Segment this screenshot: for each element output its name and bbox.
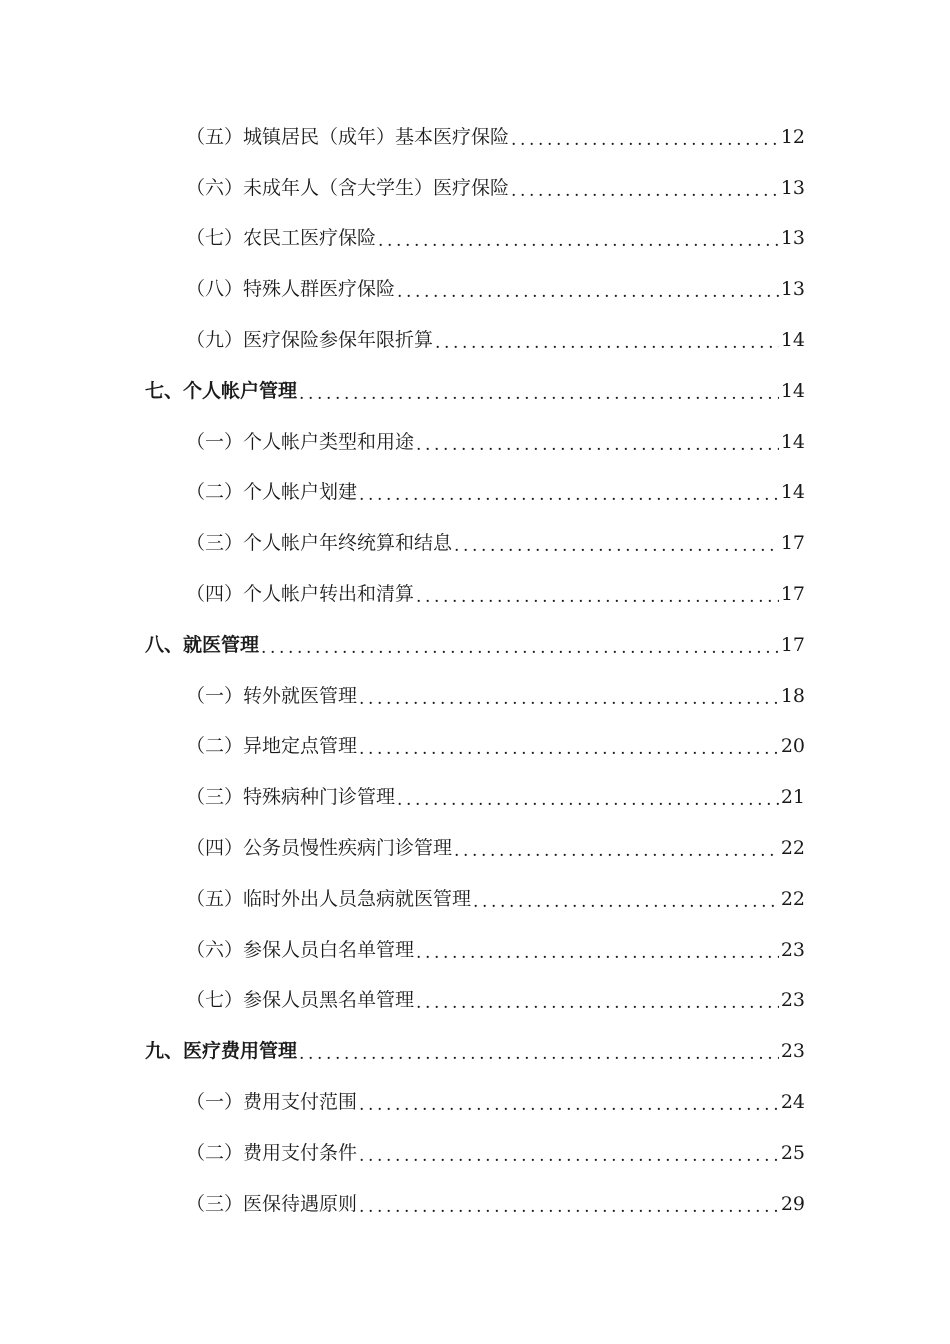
toc-page-number: 12: [780, 125, 805, 148]
toc-page-number: 14: [780, 430, 805, 453]
toc-entry-title: （五）临时外出人员急病就医管理: [186, 887, 472, 910]
toc-entry[interactable]: [0, 518, 950, 569]
toc-page-number: 18: [780, 684, 805, 707]
toc-dot-leader: [359, 1193, 779, 1216]
toc-dot-leader: [473, 888, 779, 911]
toc-entry[interactable]: [0, 874, 950, 925]
toc-entry-title: （四）个人帐户转出和清算: [186, 583, 415, 606]
table-of-contents: [0, 112, 950, 1230]
toc-entry-title: （八）特殊人群医疗保险: [186, 278, 396, 301]
toc-entry[interactable]: [0, 823, 950, 874]
toc-entry-title: 八、就医管理: [145, 633, 260, 656]
toc-entry-title: （一）个人帐户类型和用途: [186, 430, 415, 453]
toc-dot-leader: [299, 1040, 779, 1063]
toc-dot-leader: [359, 481, 779, 504]
toc-entry-title: （三）医保待遇原则: [186, 1192, 358, 1215]
toc-entry-title: 九、医疗费用管理: [145, 1040, 298, 1063]
toc-page-number: 25: [780, 1141, 805, 1164]
toc-page-number: 14: [780, 379, 805, 402]
toc-entry-title: （三）个人帐户年终统算和结息: [186, 532, 453, 555]
toc-entry[interactable]: [0, 214, 950, 265]
toc-entry[interactable]: [0, 1179, 950, 1230]
toc-dot-leader: [397, 278, 779, 301]
toc-page-number: 17: [780, 633, 805, 656]
toc-entry-title: （七）参保人员黑名单管理: [186, 989, 415, 1012]
toc-entry[interactable]: [0, 264, 950, 315]
toc-entry-title: （九）医疗保险参保年限折算: [186, 329, 434, 352]
toc-chapter-entry[interactable]: [0, 620, 950, 671]
toc-entry-title: （一）费用支付范围: [186, 1091, 358, 1114]
toc-entry[interactable]: [0, 976, 950, 1027]
toc-dot-leader: [261, 634, 779, 657]
toc-entry-title: 七、个人帐户管理: [145, 379, 298, 402]
toc-entry[interactable]: [0, 163, 950, 214]
toc-page-number: 22: [780, 837, 805, 860]
toc-entry[interactable]: [0, 417, 950, 468]
toc-entry[interactable]: [0, 1077, 950, 1128]
toc-page-number: 13: [780, 176, 805, 199]
toc-page-number: 24: [780, 1091, 805, 1114]
toc-dot-leader: [359, 685, 779, 708]
toc-page-number: 21: [780, 786, 805, 809]
toc-dot-leader: [454, 837, 779, 860]
toc-dot-leader: [416, 583, 779, 606]
toc-page-number: 13: [780, 278, 805, 301]
toc-entry-title: （五）城镇居民（成年）基本医疗保险: [186, 125, 510, 148]
toc-entry[interactable]: [0, 925, 950, 976]
toc-page-number: 20: [780, 735, 805, 758]
toc-dot-leader: [454, 532, 779, 555]
toc-entry-title: （三）特殊病种门诊管理: [186, 786, 396, 809]
toc-entry-title: （二）异地定点管理: [186, 735, 358, 758]
toc-dot-leader: [511, 177, 779, 200]
toc-dot-leader: [359, 735, 779, 758]
toc-dot-leader: [359, 1142, 779, 1165]
toc-page-number: 23: [780, 938, 805, 961]
toc-dot-leader: [416, 939, 779, 962]
toc-dot-leader: [416, 989, 779, 1012]
toc-dot-leader: [378, 227, 779, 250]
toc-entry-title: （二）个人帐户划建: [186, 481, 358, 504]
toc-entry[interactable]: [0, 468, 950, 519]
toc-dot-leader: [299, 380, 779, 403]
toc-page-number: 14: [780, 329, 805, 352]
toc-entry-title: （一）转外就医管理: [186, 684, 358, 707]
toc-dot-leader: [416, 431, 779, 454]
toc-entry-title: （六）未成年人（含大学生）医疗保险: [186, 176, 510, 199]
toc-entry[interactable]: [0, 722, 950, 773]
toc-dot-leader: [359, 1091, 779, 1114]
toc-page-number: 17: [780, 583, 805, 606]
toc-entry[interactable]: [0, 569, 950, 620]
toc-page-number: 22: [780, 887, 805, 910]
toc-page-number: 29: [780, 1192, 805, 1215]
toc-entry[interactable]: [0, 112, 950, 163]
toc-page-number: 17: [780, 532, 805, 555]
toc-page-number: 23: [780, 1040, 805, 1063]
toc-entry-title: （二）费用支付条件: [186, 1141, 358, 1164]
toc-page-number: 14: [780, 481, 805, 504]
toc-entry-title: （四）公务员慢性疾病门诊管理: [186, 837, 453, 860]
toc-entry[interactable]: [0, 671, 950, 722]
toc-entry[interactable]: [0, 1128, 950, 1179]
toc-entry[interactable]: [0, 772, 950, 823]
toc-chapter-entry[interactable]: [0, 1026, 950, 1077]
toc-page-number: 23: [780, 989, 805, 1012]
toc-entry[interactable]: [0, 315, 950, 366]
toc-dot-leader: [435, 329, 779, 352]
toc-chapter-entry[interactable]: [0, 366, 950, 417]
toc-entry-title: （七）农民工医疗保险: [186, 227, 377, 250]
toc-entry-title: （六）参保人员白名单管理: [186, 938, 415, 961]
toc-page-number: 13: [780, 227, 805, 250]
toc-dot-leader: [397, 786, 779, 809]
toc-dot-leader: [511, 126, 779, 149]
